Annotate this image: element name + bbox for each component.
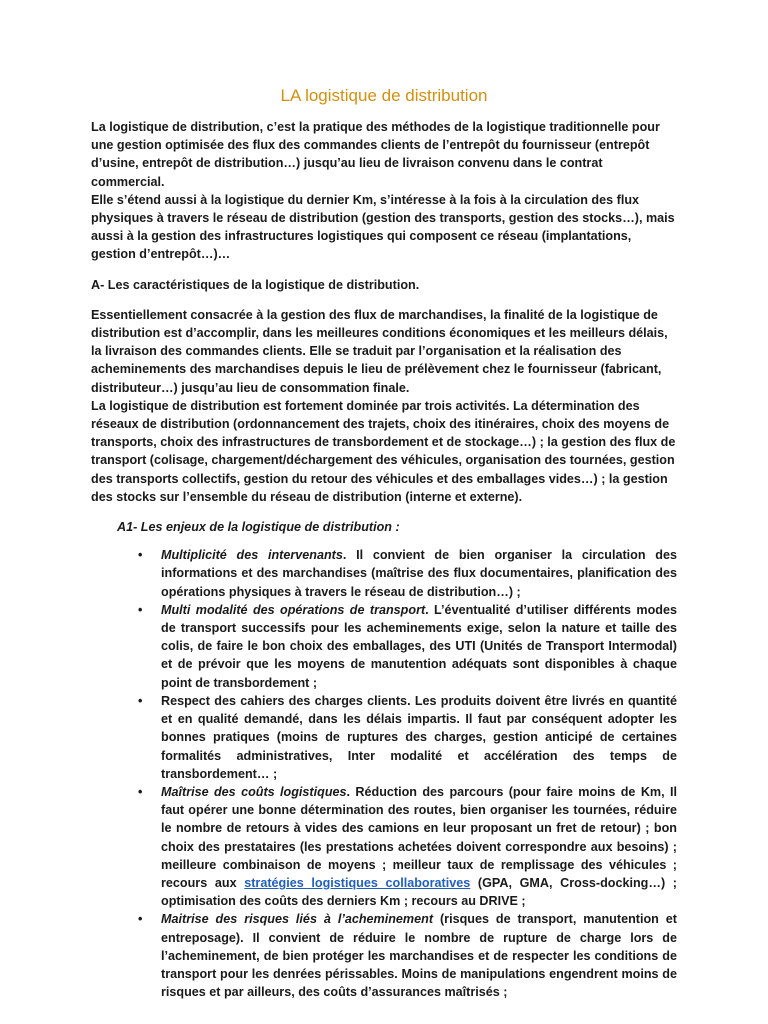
list-item-lead: Maitrise des risques liés à l’acheminement [161, 912, 434, 927]
document-title: LA logistique de distribution [280, 86, 488, 105]
list-item-text-after: (GPA, GMA, Cross-docking…) ; optimisation des coûts des derniers Km ; recours au DRIVE ; [161, 875, 677, 909]
list-item [91, 692, 677, 783]
list-item-text: (risques de transport, manutention et entreposage). Il convient de réduire le nombre de rupture de charge lors de l’acheminement, de bien protéger les marchandises et de respecter les conditions de transport pour les denrées périssables. Moins de manipulations engendrent moins de risques et par ailleurs, des coûts d’assurances maîtrisés ; [161, 912, 677, 1000]
list-item [91, 910, 677, 1001]
section-a-paragraph-2 [91, 397, 677, 506]
list-item [91, 546, 677, 601]
list-item-lead: Multiplicité des intervenants [161, 548, 343, 563]
para2-text-2: (ordonnancement des trajets, choix des itinéraires, choix des moyens de transports, choix des infrastructures de transbordement et de stockage…) ; [91, 417, 670, 450]
bullet-icon: • [138, 912, 143, 927]
para2-text-3: (colisage, chargement/déchargement des véhicules, organisation des tournées, gestion des transports collectifs, gestion du retour des véhicules et des emballages vides…) ; [91, 453, 675, 486]
para2-text-4: (interne et externe). [401, 489, 523, 504]
intro-paragraph-2: Elle s’étend aussi à la logistique du dernier Km, s’intéresse à la fois à la circulation des flux physiques à travers le réseau de distribution (gestion des transports, gestion des stocks…), mais aussi à la gestion des infrastructures logistiques qui composent ce réseau (implantations, gestion d’entrepôt…)… [91, 192, 675, 262]
section-a-paragraph-1: Essentiellement consacrée à la gestion des flux de marchandises, la finalité de la logistique de distribution est d’accomplir, dans les meilleures conditions économiques et les meilleurs délais, la livraison des commandes clients. Elle se traduit par l’organisation et la réalisation des acheminements des marchandises depuis le lieu de prélèvement chez le fournisseur (fabricant, distributeur…) jusqu’au lieu de consommation finale. [91, 307, 668, 395]
para2-bold-1: La détermination des réseaux de distribution [91, 398, 640, 432]
list-item-text: . L’éventualité d’utiliser différents modes de transport successifs pour les acheminements exige, selon la nature et taille des colis, de faire le bon choix des emballages, des UTI (Unités de Transport Intermodal) et de prévoir que les moyens de manutention adéquats sont disponibles à chaque point de transbordement ; [161, 602, 677, 690]
para2-bold-2: la gestion des flux de transport [91, 435, 676, 468]
a1-heading: A1- Les enjeux de la logistique de distribution : [117, 520, 400, 535]
list-item-lead: Multi modalité des opérations de transport [161, 602, 426, 617]
list-item [91, 601, 677, 692]
intro-paragraph-1: La logistique de distribution, c’est la pratique des méthodes de la logistique traditionnelle pour une gestion optimisée des flux des commandes clients de l’entrepôt du fournisseur (entrepôt d’usine, entrepôt de distribution…) jusqu’au lieu de livraison convenu dans le contrat commercial. [91, 120, 660, 189]
collaborative-strategies-link[interactable]: stratégies logistiques collaboratives [244, 875, 471, 890]
list-item-text: . Réduction des parcours (pour faire moins de Km, Il faut opérer une bonne détermination des routes, bien organiser les tournées, réduire le nombre de retours à vides des camions en leur proposant un fret de retour) ; bon choix des prestataires (les prestations achetées doivent correspondre aux besoins) ; meilleure combinaison de moyens ; meilleur taux de remplissage des véhicules ; recours aux [161, 784, 677, 890]
document-body [91, 118, 677, 1001]
para2-text-1: La logistique de distribution est fortement dominée par trois activités. [91, 398, 513, 413]
para2-bold-3: la gestion des stocks sur l’ensemble du réseau de distribution [91, 471, 668, 504]
bullet-icon: • [138, 548, 143, 563]
bullet-icon: • [138, 602, 143, 617]
list-item-text: . Il convient de bien organiser la circulation des informations et des marchandises (maîtrise des flux documentaires, planification des opérations physiques à travers le réseau de distribution…) ; [161, 548, 677, 599]
list-item [91, 783, 677, 910]
section-a-heading: A- Les caractéristiques de la logistique de distribution. [91, 277, 420, 292]
stakes-list [91, 546, 677, 1001]
list-item-text: Respect des cahiers des charges clients. Les produits doivent être livrés en quantité et en qualité demandé, dans les délais impartis. Il faut par conséquent adopter les bonnes pratiques (moins de ruptures des charges, gestion anticipé de certaines formalités administratives, Inter modalité et accélération des temps de transbordement… ; [161, 693, 677, 781]
list-item-lead: Maîtrise des coûts logistiques [161, 784, 347, 799]
bullet-icon: • [138, 784, 143, 799]
bullet-icon: • [138, 693, 143, 708]
